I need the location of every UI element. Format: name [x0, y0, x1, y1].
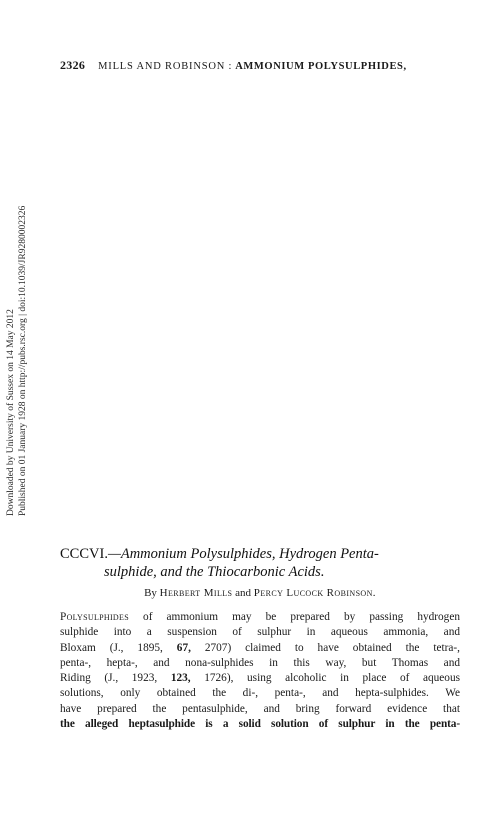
- publication-notice: Published on 01 January 1928 on http://pubs.rsc.org | doi:10.1039/JR9280002326: [18, 205, 28, 516]
- text-line-7: have prepared the pentasulphide, and bring forward evidence that: [60, 702, 460, 715]
- byline-by: By: [144, 587, 157, 599]
- article-number: CCCVI.: [60, 546, 108, 562]
- running-head-authors: MILLS AND ROBINSON :: [98, 61, 233, 72]
- download-notice: Downloaded by University of Sussex on 14 May 2012: [6, 309, 16, 516]
- citation-bloxam: Bloxam (J., 1895,: [60, 641, 163, 654]
- page-number: 2326: [60, 58, 86, 72]
- text-line-1: [60, 610, 460, 625]
- article-title-line-1: —Ammonium Polysulphides, Hydrogen Penta-: [107, 546, 379, 562]
- byline: [60, 587, 460, 599]
- text-line-8: the alleged heptasulphide is a solid solution of sulphur in the penta-: [60, 718, 460, 731]
- text-line-2: sulphide into a suspension of sulphur in aqueous ammonia, and: [60, 626, 460, 639]
- volume-67: 67,: [176, 641, 191, 654]
- text-line-3-content: 2707) claimed to have obtained the tetra-,: [204, 641, 461, 654]
- lead-word: Polysulphides: [60, 611, 129, 623]
- author-mills: Herbert Mills: [159, 587, 233, 599]
- author-robinson: Percy Lucock Robinson.: [253, 587, 376, 599]
- volume-123: 123,: [170, 672, 191, 685]
- text-line-5: [60, 671, 460, 686]
- body-paragraph: [60, 610, 460, 732]
- text-line-4: penta-, hepta-, and nona-sulphides in this way, but Thomas and: [60, 656, 460, 669]
- running-head-title: AMMONIUM POLYSULPHIDES,: [235, 61, 407, 72]
- text-line-1-content: of ammonium may be prepared by passing hydrogen: [143, 611, 460, 623]
- article-title: [60, 545, 460, 581]
- article-title-line-2: sulphide, and the Thiocarbonic Acids.: [104, 564, 325, 580]
- citation-thomas-riding: Riding (J., 1923,: [60, 672, 158, 685]
- text-line-3: [60, 641, 460, 656]
- text-line-5-content: 1726), using alcoholic in place of aqueous: [204, 672, 461, 685]
- text-line-6: solutions, only obtained the di-, penta-, and hepta-sulphides. We: [60, 687, 460, 700]
- running-head: [60, 58, 460, 73]
- byline-and: and: [235, 587, 252, 599]
